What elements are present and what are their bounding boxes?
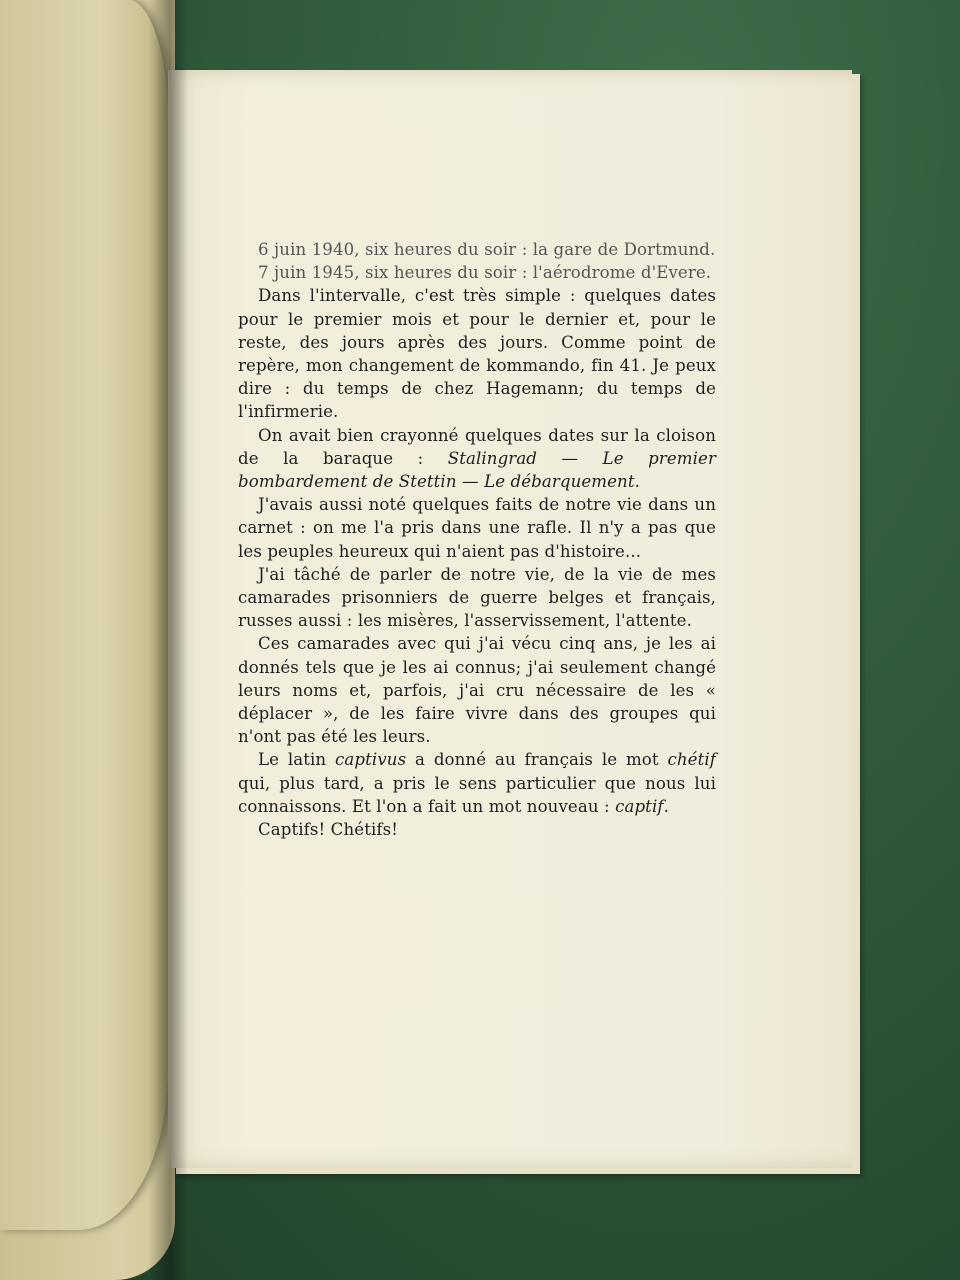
paragraph-8-text-b: a donné au français le mot <box>406 750 668 770</box>
paragraph-1: 6 juin 1940, six heures du soir : la gare de Dortmund. <box>258 240 716 259</box>
page-text <box>238 238 716 841</box>
paragraph-4-text: On avait bien crayonné quelques dates sur la cloison de la baraque : <box>238 425 716 468</box>
paragraph-4 <box>238 424 716 494</box>
paragraph-8-text-a: Le latin <box>258 750 336 770</box>
paragraph-8-text-d: . <box>663 796 669 816</box>
gutter-shadow <box>148 0 188 1280</box>
paragraph-2: 7 juin 1945, six heures du soir : l'aérodrome d'Evere. <box>258 263 712 283</box>
paragraph-8 <box>238 748 716 818</box>
paragraph-6: J'ai tâché de parler de notre vie, de la vie de mes camarades prisonniers de guerre belges et français, russes aussi : les misères, l'asservissement, l'attente. <box>238 564 716 631</box>
paragraph-9: Captifs! Chétifs! <box>258 820 398 840</box>
paragraph-7: Ces camarades avec qui j'ai vécu cinq ans, je les ai donnés tels que je les ai connus; j'ai seulement changé leurs noms et, parfois, j'ai cru nécessaire de les « déplacer », de les faire vivre dans des groupes qui n'ont pas été les leurs. <box>238 634 716 747</box>
paragraph-8-captivus: captivus <box>335 750 407 770</box>
paragraph-8-text-c: qui, plus tard, a pris le sens particulier que nous lui connaissons. Et l'on a fait un mot nouveau : <box>238 773 716 816</box>
paragraph-4-italic: Stalingrad — Le premier bombardement de Stettin — Le débarquement. <box>238 448 717 492</box>
left-page <box>0 0 168 1230</box>
paragraph-8-captif: captif <box>615 796 664 816</box>
paragraph-3: Dans l'intervalle, c'est très simple : quelques dates pour le premier mois et pour le dernier et, pour le reste, des jours après des jours. Comme point de repère, mon changement de kommando, fin 41. Je peux dire : du temps de chez Hagemann; du temps de l'infirmerie. <box>238 286 716 422</box>
paragraph-8-chetif: chétif <box>667 750 716 770</box>
paragraph-5: J'avais aussi noté quelques faits de notre vie dans un carnet : on me l'a pris dans une rafle. Il n'y a pas que les peuples heureux qui n'aient pas d'histoire... <box>238 495 716 561</box>
